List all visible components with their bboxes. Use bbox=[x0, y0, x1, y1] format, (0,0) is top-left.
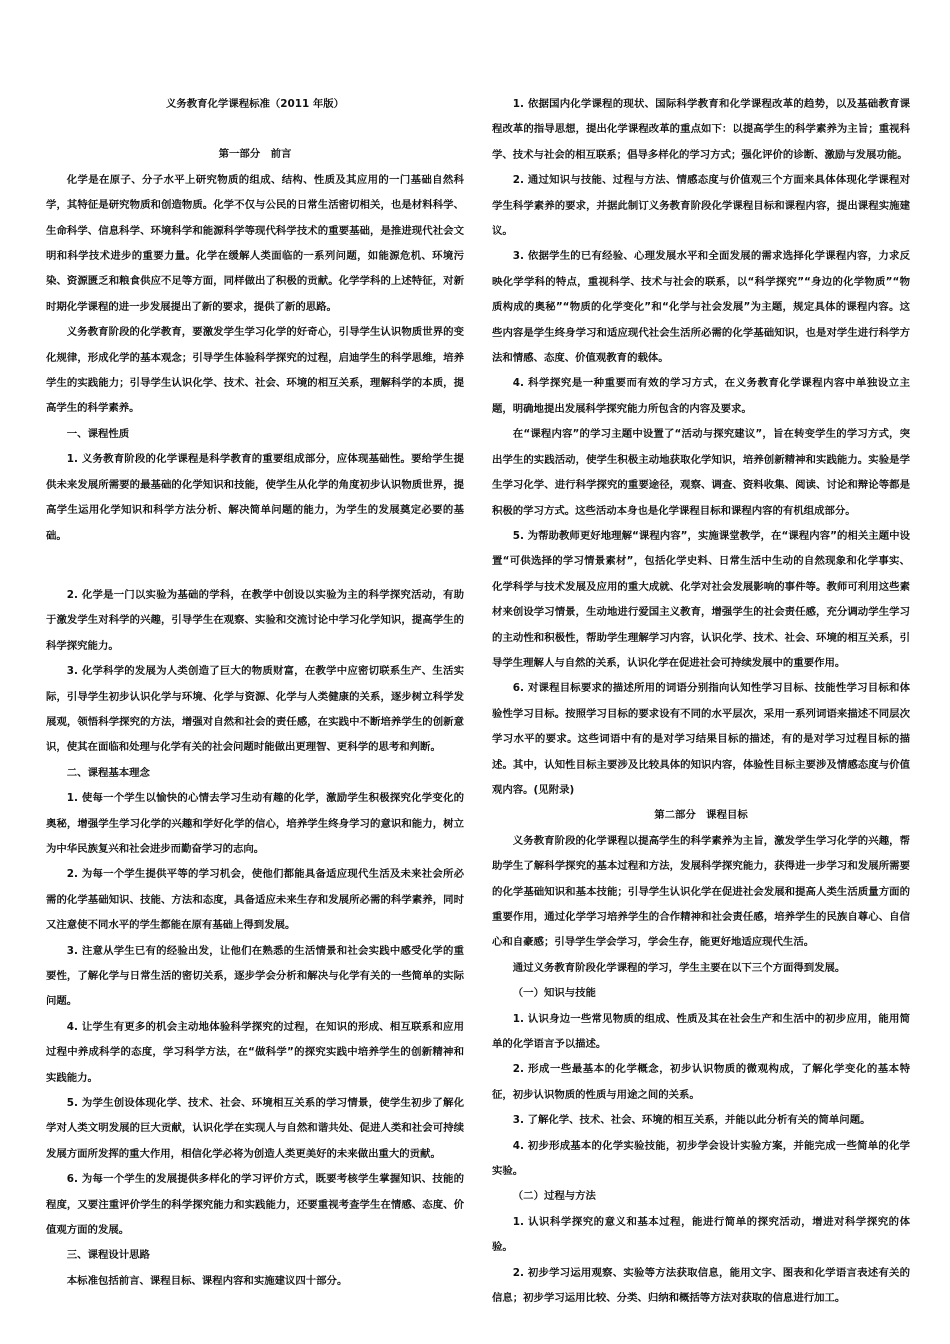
paragraph: 3. 化学科学的发展为人类创造了巨大的物质财富，在教学中应密切联系生产、生活实际，引导学生初步认识化学与环境、化学与资源、化学与人类健康的关系，逐步树立科学发展观，领悟科学探究的方法，增强对自然和社会的责任感，在实践中不断培养学生的创新意识，使其在面临和处理与化学有关的社会问题时能做出更理智、更科学的思考和判断。 bbox=[46, 665, 464, 754]
part1-heading: 第一部分 前言 bbox=[218, 148, 292, 161]
section-heading: 二、课程基本理念 bbox=[66, 766, 150, 779]
paragraph: 本标准包括前言、课程目标、课程内容和实施建议四十部分。 bbox=[66, 1274, 348, 1287]
paragraph: 3. 了解化学、技术、社会、环境的相互关系，并能以此分析有关的简单问题。 bbox=[512, 1114, 871, 1127]
section-heading: 三、课程设计思路 bbox=[66, 1249, 150, 1262]
paragraph: 6. 对课程目标要求的描述所用的词语分别指向认知性学习目标、技能性学习目标和体验性学习目标。按照学习目标的要求设有不同的水平层次，采用一系列词语来描述不同层次学习水平的要求。这些词语中有的是对学习结果目标的描述，有的是对学习过程目标的描述。其中，认知性目标主要涉及比较具体的知识内容，体验性目标主要涉及情感态度与价值观内容。(见附录) bbox=[492, 682, 910, 796]
paragraph: 4. 让学生有更多的机会主动地体验科学探究的过程，在知识的形成、相互联系和应用过程中养成科学的态度，学习科学方法，在“做科学”的探究实践中培养学生的创新精神和实践能力。 bbox=[46, 1020, 464, 1084]
paragraph: 在“课程内容”的学习主题中设置了“活动与探究建议”，旨在转变学生的学习方式，突出学生的实践活动，使学生积极主动地获取化学知识，培养创新精神和实践能力。实验是学生学习化学、进行科学探究的重要途径，观察、调查、资料收集、阅读、讨论和辩论等都是积极的学习方式。这些活动本身也是化学课程目标和课程内容的有机组成部分。 bbox=[492, 428, 910, 517]
paragraph: 3. 依据学生的已有经验、心理发展水平和全面发展的需求选择化学课程内容，力求反映化学学科的特点，重视科学、技术与社会的联系，以“科学探究”“身边的化学物质”“物质构成的奥秘”“物质的化学变化”和“化学与社会发展”为主题，规定具体的课程内容。这些内容是学生终身学习和适应现代社会生活所必需的化学基础知识，也是对学生进行科学方法和情感、态度、价值观教育的载体。 bbox=[492, 250, 910, 365]
subsection-heading: （二）过程与方法 bbox=[512, 1190, 596, 1203]
paragraph: 2. 形成一些最基本的化学概念，初步认识物质的微观构成，了解化学变化的基本特征，初步认识物质的性质与用途之间的关系。 bbox=[492, 1063, 910, 1101]
paragraph: 2. 初步学习运用观察、实验等方法获取信息，能用文字、图表和化学语言表述有关的信息；初步学习运用比较、分类、归纳和概括等方法对获取的信息进行加工。 bbox=[492, 1266, 910, 1305]
paragraph: 通过义务教育阶段化学课程的学习，学生主要在以下三个方面得到发展。 bbox=[512, 961, 846, 974]
paragraph: 5. 为帮助教师更好地理解“课程内容”，实施课堂教学，在“课程内容”的相关主题中设置“可供选择的学习情景素材”，包括化学史料、日常生活中生动的自然现象和化学事实、化学科学与技术发展及应用的重大成就、化学对社会发展影响的事件等。教师可利用这些素材来创设学习情景，生动地进行爱国主义教育，增强学生的社会责任感，充分调动学生学习的主动性和积极性，帮助学生理解学习内容，认识化学、技术、社会、环境的相互关系，引导学生理解人与自然的关系，认识化学在促进社会可持续发展中的重要作用。 bbox=[492, 529, 910, 669]
paragraph: 义务教育阶段的化学课程以提高学生的科学素养为主旨，激发学生学习化学的兴趣，帮助学生了解科学探究的基本过程和方法，发展科学探究能力，获得进一步学习和发展所需要的化学基础知识和基本技能；引导学生认识化学在促进社会发展和提高人类生活质量方面的重要作用，通过化学学习培养学生的合作精神和社会责任感，培养学生的民族自尊心、自信心和自豪感；引导学生学会学习，学会生存，能更好地适应现代生活。 bbox=[492, 834, 910, 949]
right-column bbox=[492, 92, 910, 1312]
paragraph: 1. 认识身边一些常见物质的组成、性质及其在社会生产和生活中的初步应用，能用简单的化学语言予以描述。 bbox=[492, 1012, 910, 1051]
paragraph: 义务教育阶段的化学教育，要激发学生学习化学的好奇心，引导学生认识物质世界的变化规律，形成化学的基本观念；引导学生体验科学探究的过程，启迪学生的科学思维，培养学生的实践能力；引导学生认识化学、技术、社会、环境的相互关系，理解科学的本质，提高学生的科学素养。 bbox=[46, 326, 464, 415]
paragraph: 3. 注意从学生已有的经验出发，让他们在熟悉的生活情景和社会实践中感受化学的重要性，了解化学与日常生活的密切关系，逐步学会分析和解决与化学有关的一些简单的实际问题。 bbox=[46, 944, 464, 1008]
document-title: 义务教育化学课程标准（2011 年版） bbox=[165, 98, 344, 110]
paragraph: 4. 初步形成基本的化学实验技能，初步学会设计实验方案，并能完成一些简单的化学实验。 bbox=[492, 1139, 910, 1178]
paragraph: 2. 为每一个学生提供平等的学习机会，使他们都能具备适应现代生活及未来社会所必需的化学基础知识、技能、方法和态度，具备适应未来生存和发展所必需的科学素养，同时又注意使不同水平的学生都能在原有基础上得到发展。 bbox=[46, 868, 464, 932]
paragraph: 1. 使每一个学生以愉快的心情去学习生动有趣的化学，激励学生积极探究化学变化的奥秘，增强学生学习化学的兴趣和学好化学的信心，培养学生终身学习的意识和能力，树立为中华民族复兴和社会进步而勤奋学习的志向。 bbox=[46, 792, 464, 855]
paragraph: 4. 科学探究是一种重要而有效的学习方式，在义务教育化学课程内容中单独设立主题，明确地提出发展科学探究能力所包含的内容及要求。 bbox=[492, 377, 910, 415]
paragraph: 化学是在原子、分子水平上研究物质的组成、结构、性质及其应用的一门基础自然科学，其特征是研究物质和创造物质。化学不仅与公民的日常生活密切相关，也是材料科学、生命科学、信息科学、环境科学和能源科学等现代科学技术的重要基础，是推进现代社会文明和科学技术进步的重要力量。化学在缓解人类面临的一系列问题，如能源危机、环境污染、资源匮乏和粮食供应不足等方面，同样做出了积极的贡献。化学学科的上述特征，对新时期化学课程的进一步发展提出了新的要求，提供了新的思路。 bbox=[46, 173, 464, 313]
paragraph: 1. 认识科学探究的意义和基本过程，能进行简单的探究活动，增进对科学探究的体验。 bbox=[492, 1215, 910, 1254]
part2-heading: 第二部分 课程目标 bbox=[654, 809, 748, 822]
paragraph: 5. 为学生创设体现化学、技术、社会、环境相互关系的学习情景，使学生初步了解化学对人类文明发展的巨大贡献，认识化学在实现人与自然和谐共处、促进人类和社会可持续发展方面所发挥的重大作用，相信化学必将为创造人类更美好的未来做出重大的贡献。 bbox=[46, 1097, 464, 1160]
left-column bbox=[46, 92, 464, 1294]
paragraph: 6. 为每一个学生的发展提供多样化的学习评价方式，既要考核学生掌握知识、技能的程度，又要注重评价学生的科学探究能力和实践能力，还要重视考查学生在情感、态度、价值观方面的发展。 bbox=[46, 1173, 464, 1237]
paragraph: 1. 义务教育阶段的化学课程是科学教育的重要组成部分，应体现基础性。要给学生提供未来发展所需要的最基础的化学知识和技能，使学生从化学的角度初步认识物质世界，提高学生运用化学知识和科学方法分析、解决简单问题的能力，为学生的发展奠定必要的基础。 bbox=[46, 453, 464, 542]
paragraph: 2. 通过知识与技能、过程与方法、情感态度与价值观三个方面来具体体现化学课程对学生科学素养的要求，并据此制订义务教育阶段化学课程目标和课程内容，提出课程实施建议。 bbox=[492, 174, 910, 238]
paragraph: 2. 化学是一门以实验为基础的学科，在教学中创设以实验为主的科学探究活动，有助于激发学生对科学的兴趣，引导学生在观察、实验和交流讨论中学习化学知识，提高学生的科学探究能力。 bbox=[46, 588, 464, 652]
section-heading: 一、课程性质 bbox=[66, 427, 130, 440]
paragraph: 1. 依据国内化学课程的现状、国际科学教育和化学课程改革的趋势，以及基础教育课程改革的指导思想，提出化学课程改革的重点如下：以提高学生的科学素养为主旨；重视科学、技术与社会的相互联系；倡导多样化的学习方式；强化评价的诊断、激励与发展功能。 bbox=[492, 98, 910, 161]
subsection-heading: （一）知识与技能 bbox=[512, 987, 596, 1000]
